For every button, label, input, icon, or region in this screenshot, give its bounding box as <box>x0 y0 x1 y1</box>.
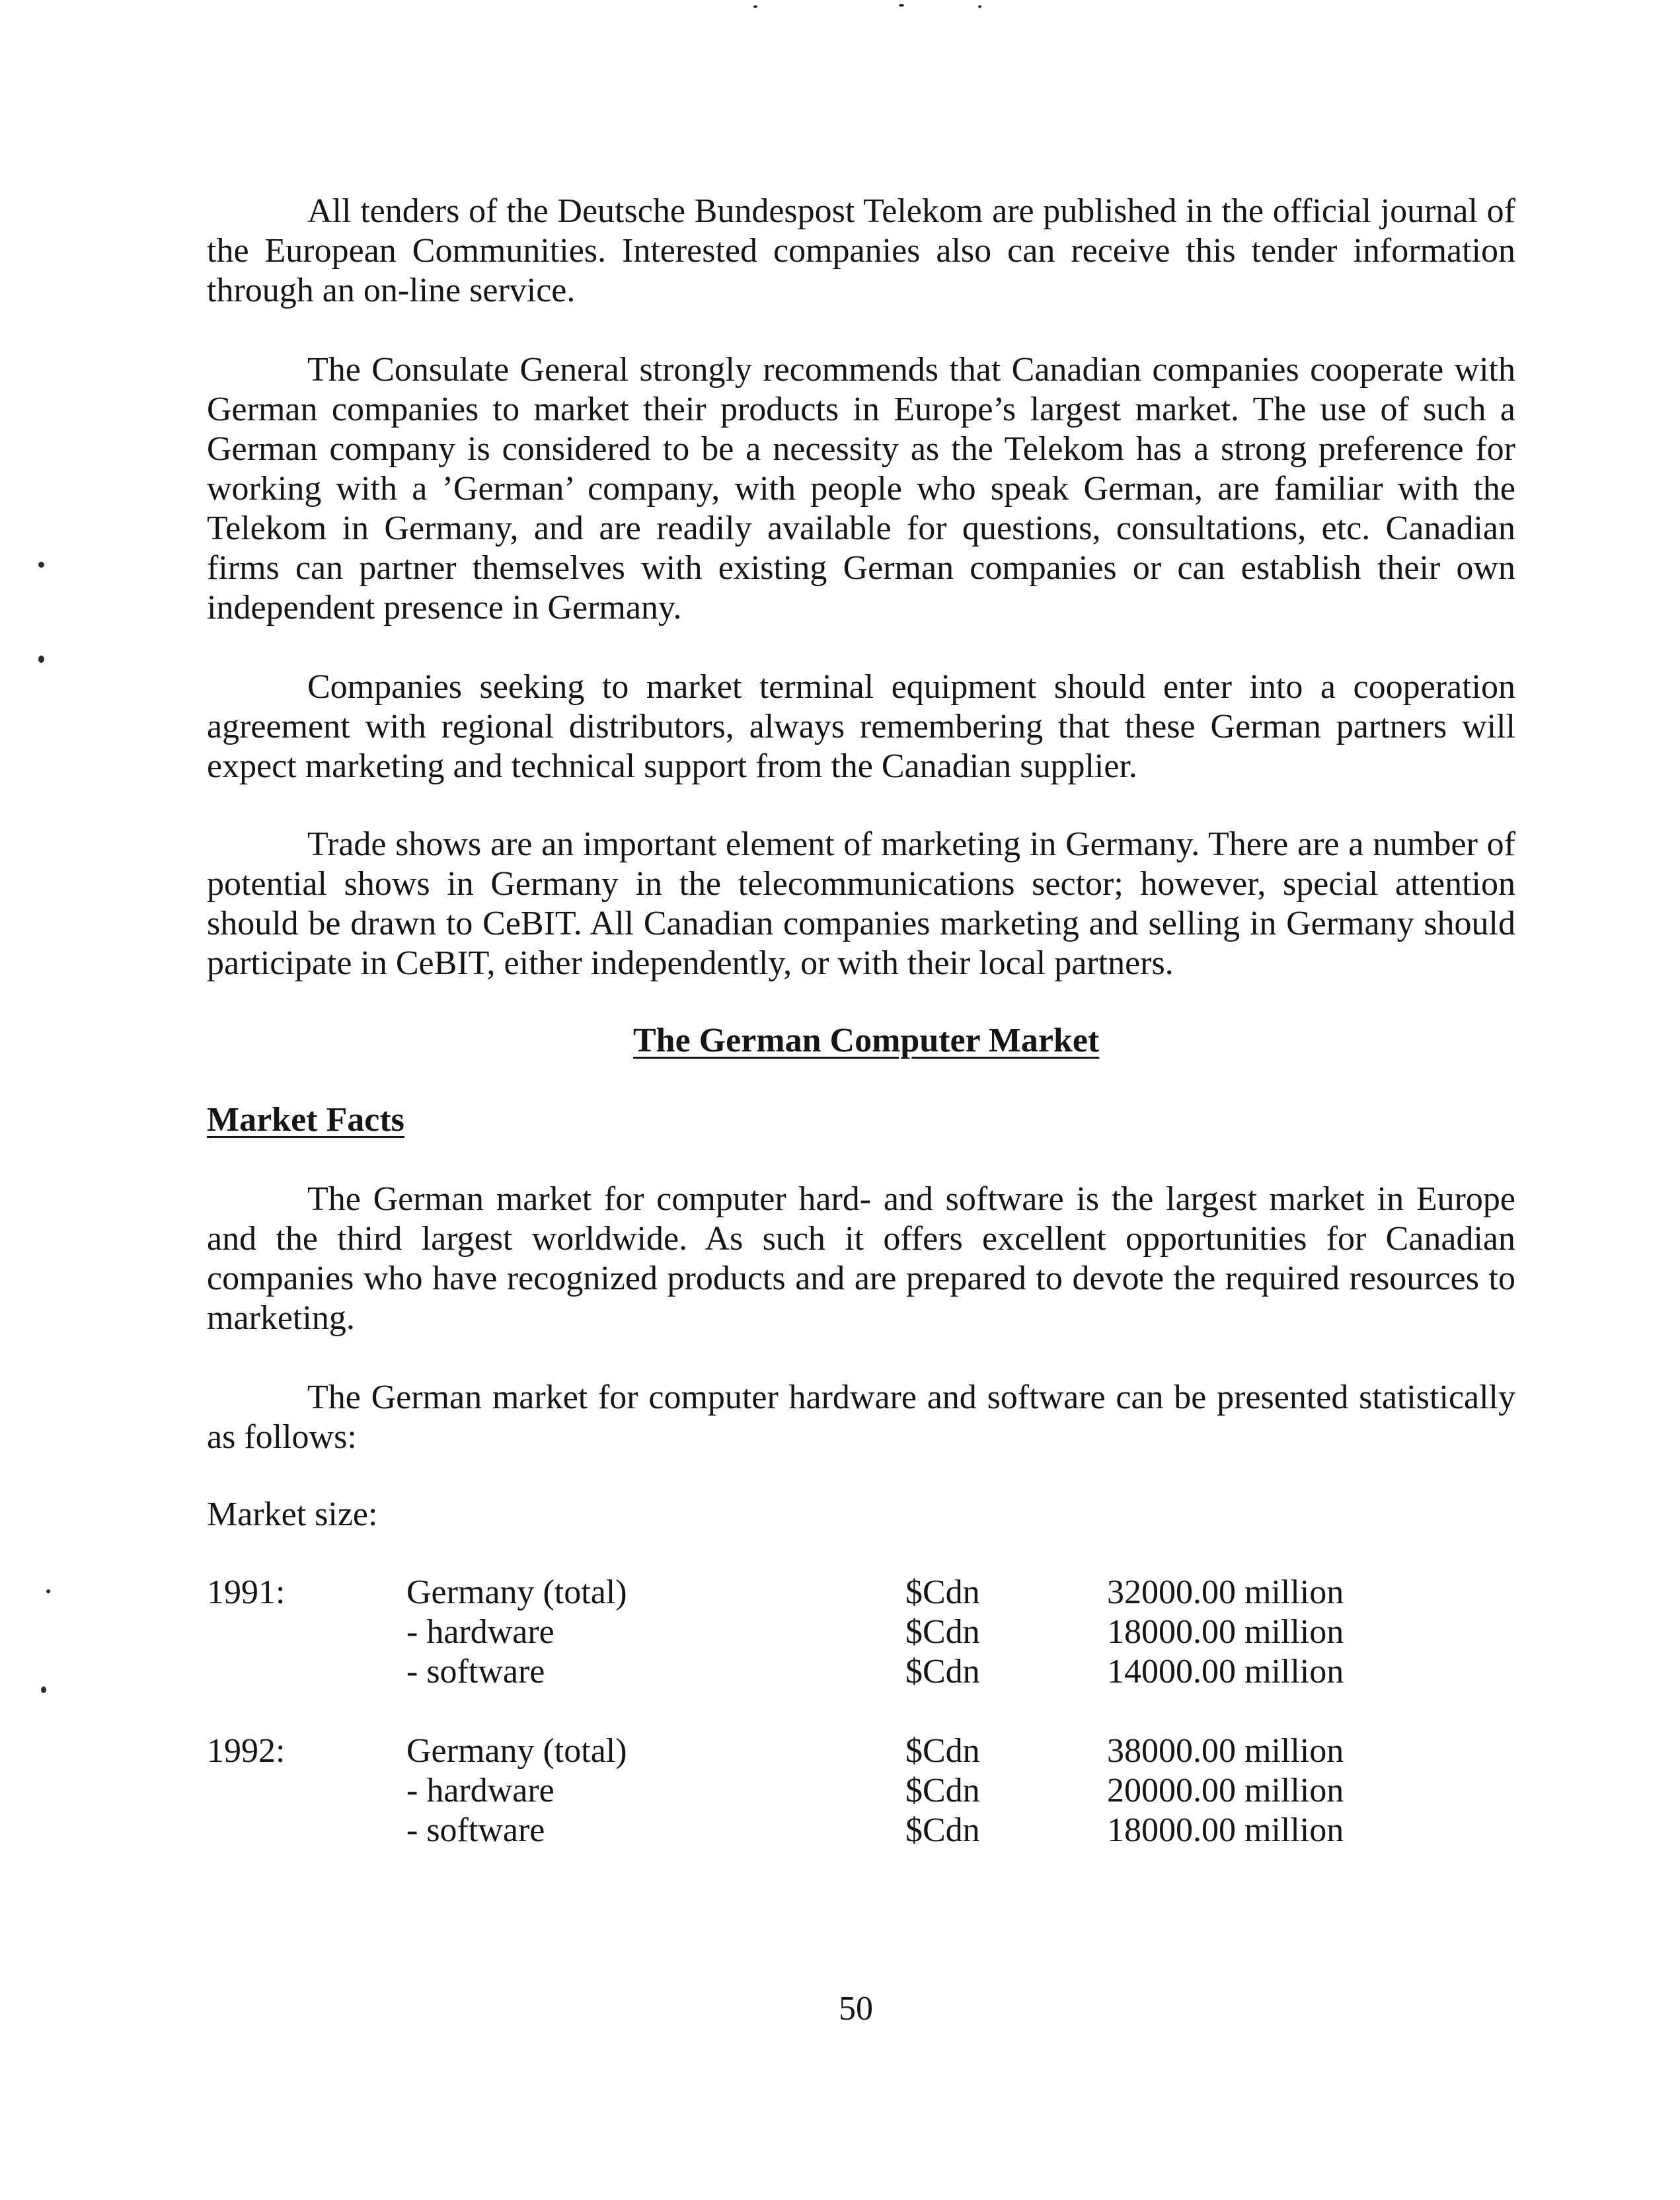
table-row <box>0 1612 1680 1652</box>
currency-cell: $Cdn <box>905 1613 980 1651</box>
currency-cell: $Cdn <box>905 1811 980 1849</box>
scan-speck <box>978 5 981 8</box>
value-cell: 38000.00 million <box>1107 1732 1344 1770</box>
table-row <box>0 1811 1680 1850</box>
section-heading: The German Computer Market <box>633 1022 1100 1059</box>
category-cell: - software <box>406 1811 545 1849</box>
currency-cell: $Cdn <box>905 1574 980 1611</box>
scan-speck <box>46 1589 50 1593</box>
category-cell: - hardware <box>406 1613 554 1651</box>
value-cell: 14000.00 million <box>1107 1653 1344 1690</box>
scan-speck <box>899 4 904 7</box>
value-cell: 20000.00 million <box>1107 1772 1344 1809</box>
market-size-label: Market size: <box>207 1496 378 1533</box>
table-row <box>0 1652 1680 1692</box>
currency-cell: $Cdn <box>905 1732 980 1770</box>
table-row <box>0 1573 1680 1612</box>
value-cell: 18000.00 million <box>1107 1811 1344 1849</box>
scan-speck <box>41 1687 46 1693</box>
paragraph-market-overview: The German market for computer hard- and software is the largest market in Europe and the third largest worldwide. As such it offers excellent opportunities for Canadian companies who have recognized products and are prepared to devote the required resources to marketing. <box>207 1180 1515 1337</box>
currency-cell: $Cdn <box>905 1772 980 1809</box>
paragraph-trade-shows: Trade shows are an important element of marketing in Germany. There are a number of potential shows in Germany in the telecommunications sector; however, special attention should be drawn to CeBIT. All Canadian companies marketing and selling in Germany should participate in CeBIT, either independently, or with their local partners. <box>207 825 1515 982</box>
paragraph-tenders: All tenders of the Deutsche Bundespost Telekom are published in the official journal of the European Communities. Interested companies also can receive this tender information through an on-line service. <box>207 192 1515 309</box>
category-cell: Germany (total) <box>406 1574 627 1611</box>
value-cell: 18000.00 million <box>1107 1613 1344 1651</box>
table-row <box>0 1731 1680 1771</box>
paragraph-consulate: The Consulate General strongly recommends that Canadian companies cooperate with German companies to market their products in Europe’s largest market. The use of such a German company is considered to be a necessity as the Telekom has a strong preference for working with a ’German’ company, with people who speak German, are familiar with the Telekom in Germany, and are readily available for questions, consultations, etc. Canadian firms can partner themselves with existing German companies or can establish their own independent presence in Germany. <box>207 351 1515 626</box>
currency-cell: $Cdn <box>905 1653 980 1690</box>
year-cell: 1992: <box>207 1732 286 1770</box>
scan-speck <box>753 5 757 8</box>
scan-speck <box>38 656 44 663</box>
table-row <box>0 1771 1680 1811</box>
value-cell: 32000.00 million <box>1107 1574 1344 1611</box>
subheading-market-facts: Market Facts <box>207 1101 404 1139</box>
paragraph-market-statistics: The German market for computer hardware and software can be presented statistically as follows: <box>207 1379 1515 1456</box>
year-cell: 1991: <box>207 1574 286 1611</box>
paragraph-terminal-equipment: Companies seeking to market terminal equipment should enter into a cooperation agreement with regional distributors, always remembering that these German partners will expect marketing and technical support from the Canadian supplier. <box>207 668 1515 785</box>
page-number: 50 <box>839 1990 873 2028</box>
scan-speck <box>38 562 44 568</box>
category-cell: - hardware <box>406 1772 554 1809</box>
category-cell: Germany (total) <box>406 1732 627 1770</box>
category-cell: - software <box>406 1653 545 1690</box>
